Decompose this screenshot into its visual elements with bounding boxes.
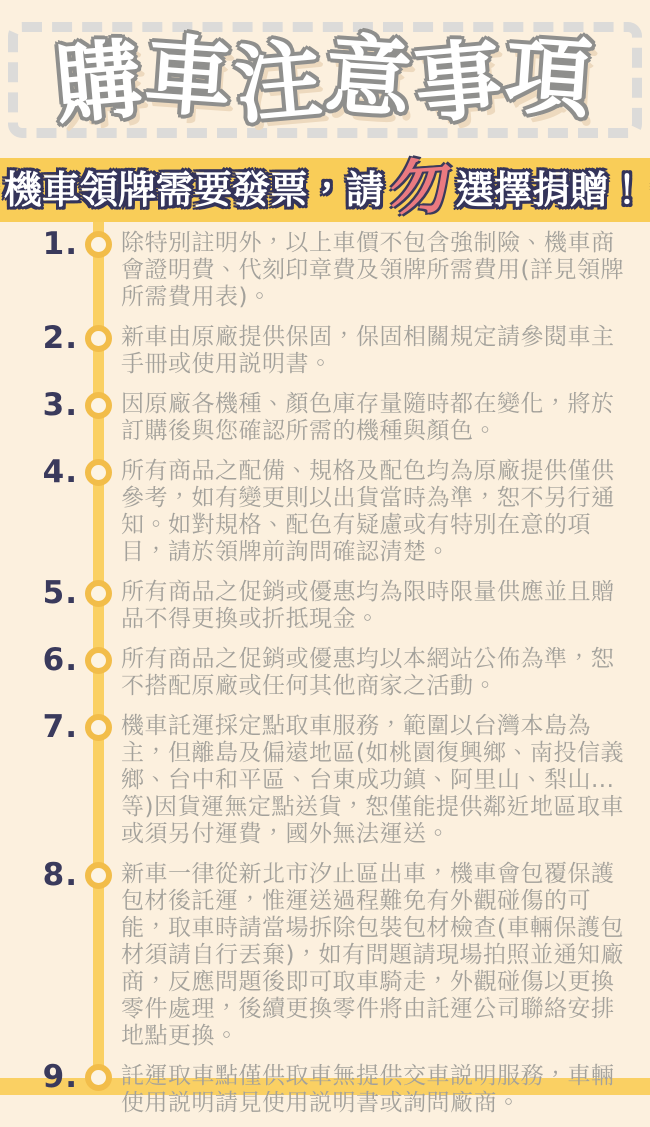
item-text: 所有商品之促銷或優惠均為限時限量供應並且贈品不得更換或折抵現金。 bbox=[121, 579, 615, 632]
warning-banner bbox=[0, 150, 650, 226]
timeline-dot-icon bbox=[85, 647, 112, 674]
item-text: 所有商品之配備、規格及配色均為原廠提供僅供參考，如有變更則以出貨當時為準，恕不另行通知。如對規格、配色有疑慮或有特別在意的項目，請於領牌前詢問確認清楚。 bbox=[121, 458, 615, 565]
list-item bbox=[0, 387, 650, 445]
timeline-dot-icon bbox=[85, 325, 112, 352]
item-number: 4. bbox=[42, 454, 78, 490]
item-number: 5. bbox=[42, 575, 78, 611]
timeline-dot-icon bbox=[85, 392, 112, 419]
list-item bbox=[0, 226, 650, 311]
banner-text-prefix: 機車領牌需要發票，請 bbox=[3, 168, 384, 212]
list-item bbox=[0, 709, 650, 848]
item-text: 託運取車點僅供取車無提供交車説明服務，車輛使用説明請見使用説明書或詢問廠商。 bbox=[121, 1063, 615, 1116]
timeline-dot-icon bbox=[85, 862, 112, 889]
item-text: 除特別註明外，以上車價不包含強制險、機車商會證明費、代刻印章費及領牌所需費用(詳見領牌所需費用表)。 bbox=[121, 230, 624, 310]
item-number: 8. bbox=[42, 857, 78, 893]
item-number: 7. bbox=[42, 709, 78, 745]
timeline-dot-icon bbox=[85, 714, 112, 741]
banner-text-suffix: 選擇捐贈！ bbox=[456, 168, 647, 212]
item-number: 6. bbox=[42, 642, 78, 678]
item-number: 3. bbox=[42, 387, 78, 423]
timeline-dot-icon bbox=[85, 580, 112, 607]
list-item bbox=[0, 857, 650, 1050]
item-text: 機車託運採定點取車服務，範圍以台灣本島為主，但離島及偏遠地區(如桃園復興鄉、南投信義鄉、台中和平區、台東成功鎮、阿里山、梨山...等)因貨運無定點送貨，恕僅能提供鄰近地區取車或須另付運費，國外無法運送。 bbox=[121, 713, 624, 847]
item-number: 2. bbox=[42, 320, 78, 356]
item-text: 新車由原廠提供保固，保固相關規定請參閱車主手冊或使用説明書。 bbox=[121, 324, 615, 377]
list-item bbox=[0, 454, 650, 566]
list-item bbox=[0, 320, 650, 378]
timeline-dot-icon bbox=[85, 459, 112, 486]
list-item bbox=[0, 642, 650, 700]
banner-highlight-do-not: 勿 bbox=[386, 150, 455, 226]
list-item bbox=[0, 1059, 650, 1117]
list-item bbox=[0, 575, 650, 633]
item-text: 新車一律從新北市汐止區出車，機車會包覆保護包材後託運，惟運送過程難免有外觀碰傷的可能，取車時請當場拆除包裝包材檢查(車輛保護包材須請自行丟棄)，如有問題請現場拍照並通知廠商，反應問題後即可取車騎走，外觀碰傷以更換零件處理，後續更換零件將由託運公司聯絡安排地點更換。 bbox=[121, 861, 624, 1049]
item-number: 9. bbox=[42, 1059, 78, 1095]
timeline-dot-icon bbox=[85, 1064, 112, 1091]
title-dashed-frame bbox=[8, 22, 642, 138]
item-text: 因原廠各機種、顏色庫存量隨時都在變化，將於訂購後與您確認所需的機種與顏色。 bbox=[121, 391, 615, 444]
page-title: 購車注意事項 bbox=[50, 24, 599, 137]
notes-list bbox=[0, 226, 650, 1127]
timeline-dot-icon bbox=[85, 231, 112, 258]
item-text: 所有商品之促銷或優惠均以本網站公佈為準，恕不搭配原廠或任何其他商家之活動。 bbox=[121, 646, 615, 699]
item-number: 1. bbox=[42, 226, 78, 262]
